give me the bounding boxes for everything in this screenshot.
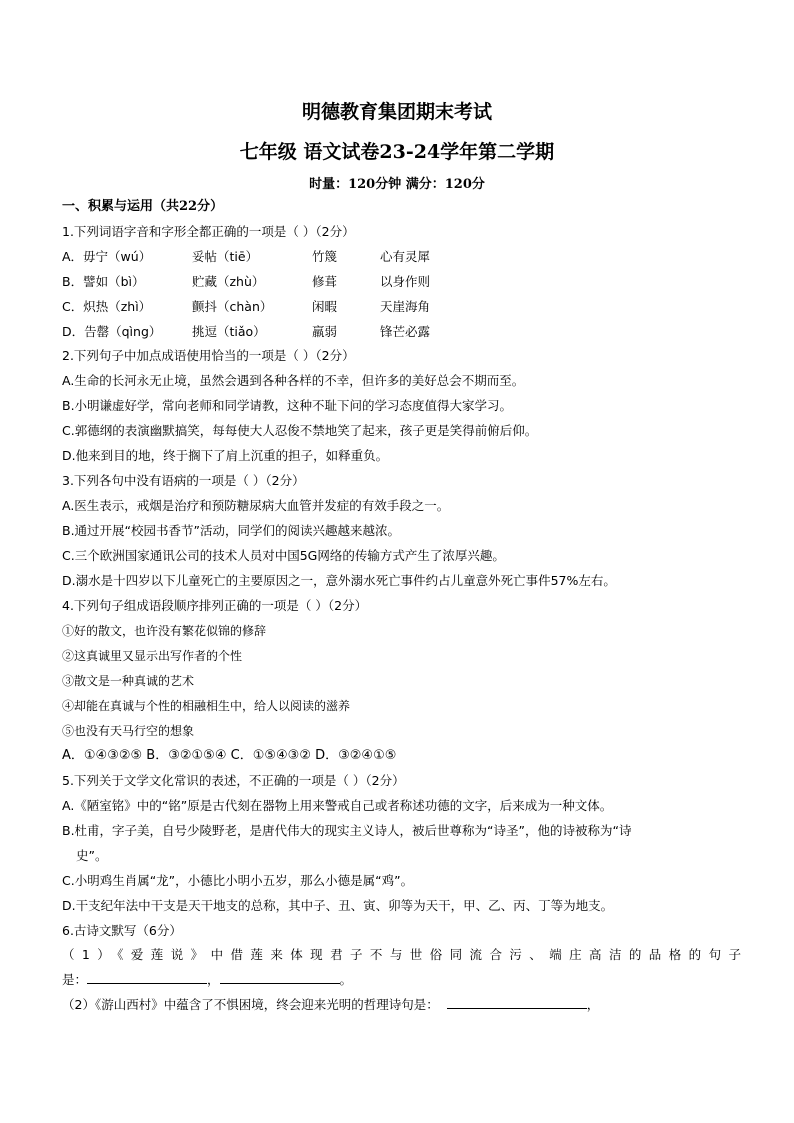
q1-d-4: 锋芒必露 (380, 324, 431, 339)
question-1-stem: 1.下列词语字音和字形全都正确的一项是（ ）（2分） (62, 224, 355, 239)
q2-option-b: B.小明谦虚好学，常向老师和同学请教，这种不耻下问的学习态度值得大家学习。 (62, 398, 513, 413)
q1-c-2: 颤抖（chàn） (192, 299, 273, 314)
q1-c-3: 闲暇 (312, 299, 338, 314)
q3-option-c: C.三个欧洲国家通讯公司的技术人员对中国5G网络的传输方式产生了浓厚兴趣。 (62, 548, 505, 563)
q4-sentence-5: ⑤也没有天马行空的想象 (62, 724, 195, 738)
q4-sentence-3: ③散文是一种真诚的艺术 (62, 674, 195, 688)
question-5-stem: 5.下列关于文学文化常识的表述，不正确的一项是（ ）（2分） (62, 773, 405, 788)
q1-option-row (62, 248, 742, 266)
q5-option-a: A.《陋室铭》中的“铭”原是古代刻在器物上用来警戒自己或者称述功德的文字，后来成为一种文体。 (62, 798, 613, 813)
q3-option-d: D.溺水是十四岁以下儿童死亡的主要原因之一，意外溺水死亡事件约占儿童意外死亡事件57%左右。 (62, 573, 616, 588)
q1-a-2: 妥帖（tiē） (192, 249, 259, 264)
q5-option-b-continued: 史”。 (76, 848, 108, 863)
q6-part-1-separator: ， (207, 972, 220, 987)
q1-d-3: 羸弱 (312, 324, 338, 339)
q1-c-1: C．炽热（zhì） (62, 299, 152, 314)
q6-part-2-end: ， (586, 997, 600, 1012)
q4-sentence-2: ②这真诚里又显示出写作者的个性 (62, 649, 243, 663)
q1-option-row (62, 323, 742, 341)
q1-b-1: B．譬如（bì） (62, 274, 145, 289)
question-4-stem: 4.下列句子组成语段顺序排列正确的一项是（ ）（2分） (62, 598, 368, 613)
q1-b-3: 修葺 (312, 274, 338, 289)
q1-option-row (62, 298, 742, 316)
q1-d-1: D．告罄（qìng） (62, 324, 162, 339)
q1-a-4: 心有灵犀 (380, 249, 431, 264)
q2-option-d: D.他来到目的地，终于搁下了肩上沉重的担子，如释重负。 (62, 448, 389, 463)
exam-subtitle: 七年级 语文试卷23-24学年第二学期 (239, 141, 555, 163)
question-6-stem: 6.古诗文默写（6分） (62, 923, 182, 938)
q1-d-2: 挑逗（tiǎo） (192, 324, 266, 339)
question-3-stem: 3.下列各句中没有语病的一项是（ ）（2分） (62, 473, 305, 488)
answer-blank[interactable] (220, 971, 340, 984)
q5-option-b: B.杜甫，字子美，自号少陵野老，是唐代伟大的现实主义诗人，被后世尊称为“诗圣”，他的诗被称为“诗 (62, 823, 632, 838)
question-2-stem: 2.下列句子中加点成语使用恰当的一项是（ ）（2分） (62, 348, 355, 363)
q6-part-1-end: 。 (339, 972, 353, 987)
exam-meta: 时量：120分钟 满分：120分 (309, 177, 485, 192)
q6-part-1: （1）《爱莲说》中借莲来体现君子不与世俗同流合污、端庄高洁的品格的句子 (62, 947, 742, 962)
q5-option-d: D.干支纪年法中干支是天干地支的总称，其中子、丑、寅、卯等为天干，甲、乙、丙、丁等为地支。 (62, 898, 614, 913)
q1-a-3: 竹篾 (312, 249, 338, 264)
q6-part-1-prefix: 是： (62, 972, 88, 987)
q5-option-c: C.小明鸡生肖属“龙”，小德比小明小五岁，那么小德是属“鸡”。 (62, 873, 414, 888)
q6-part-1-blanks (62, 971, 742, 989)
q3-option-a: A.医生表示，戒烟是治疗和预防糖尿病大血管并发症的有效手段之一。 (62, 498, 450, 513)
answer-blank[interactable] (87, 971, 207, 984)
q6-part-2-text: （2）《游山西村》中蕴含了不惧困境，终会迎来光明的哲理诗句是： (62, 997, 439, 1012)
q1-a-1: A．毋宁（wú） (62, 249, 152, 264)
q6-part-2 (62, 996, 742, 1014)
answer-blank[interactable] (447, 996, 587, 1009)
q4-sentence-4: ④却能在真诚与个性的相融相生中，给人以阅读的滋养 (62, 699, 351, 713)
q2-option-c: C.郭德纲的表演幽默搞笑，每每使大人忍俊不禁地笑了起来，孩子更是笑得前俯后仰。 (62, 423, 538, 438)
q1-b-4: 以身作则 (380, 274, 431, 289)
q1-option-row (62, 273, 742, 291)
q3-option-b: B.通过开展“校园书香节”活动，同学们的阅读兴趣越来越浓。 (62, 523, 401, 538)
q1-c-4: 天崖海角 (380, 299, 431, 314)
exam-title: 明德教育集团期末考试 (301, 101, 492, 123)
section-heading: 一、积累与运用（共22分） (62, 199, 224, 214)
q1-b-2: 贮藏（zhù） (192, 274, 265, 289)
q4-sentence-1: ①好的散文，也许没有繁花似锦的修辞 (62, 624, 267, 638)
q2-option-a: A.生命的长河永无止境，虽然会遇到各种各样的不幸，但许多的美好总会不期而至。 (62, 373, 525, 388)
q4-options: A．①④③②⑤ B．③②①⑤④ C．①⑤④③② D．③②④①⑤ (62, 748, 397, 763)
